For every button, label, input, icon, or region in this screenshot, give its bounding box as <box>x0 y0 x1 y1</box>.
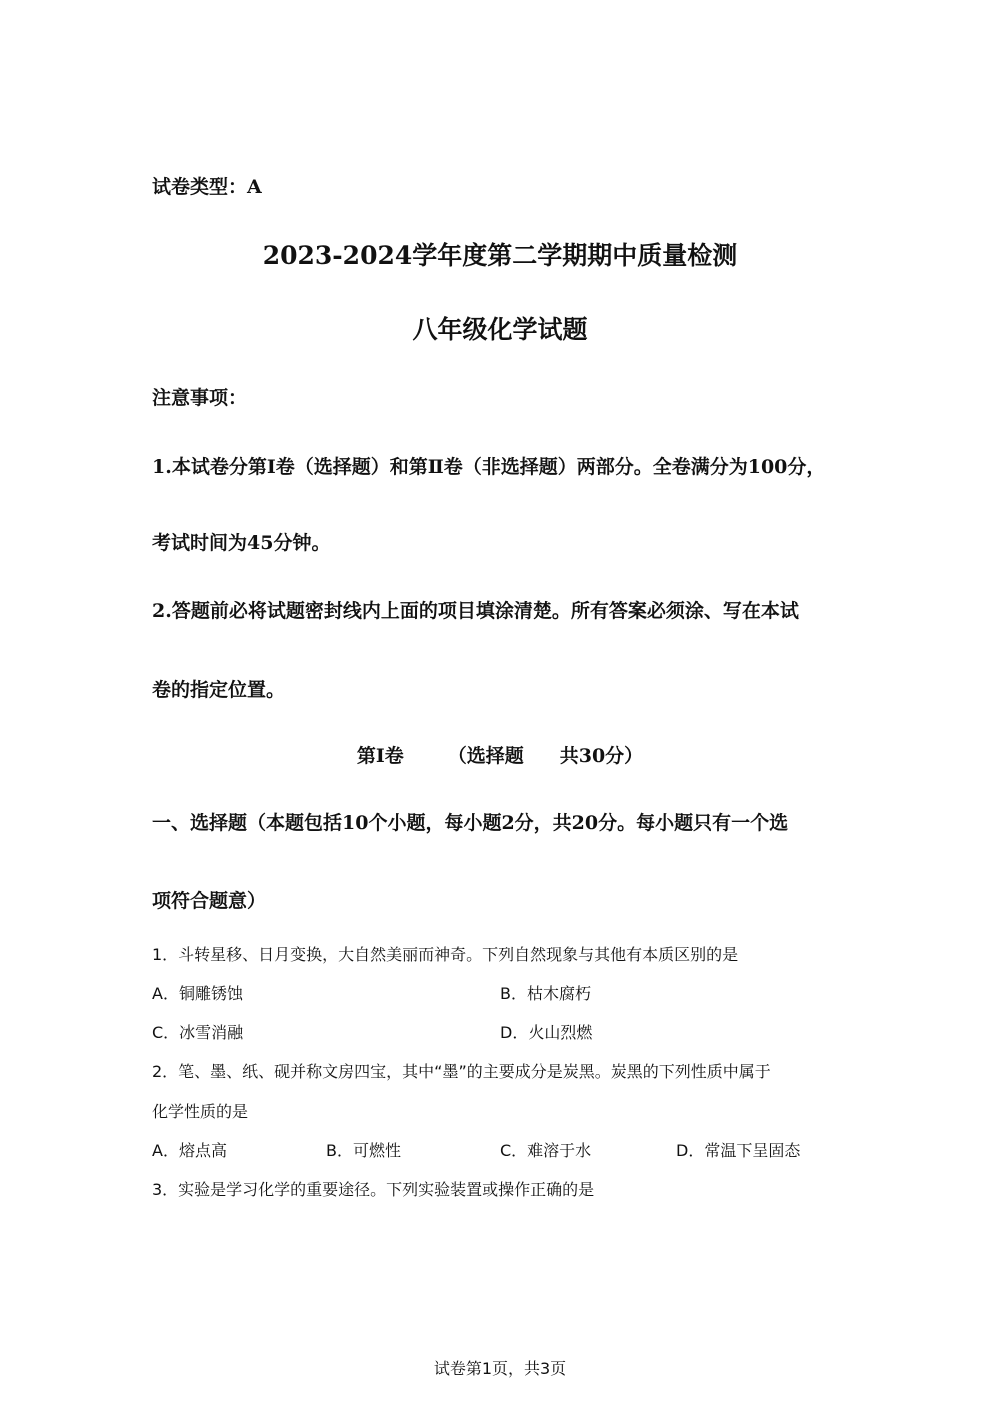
exam-subtitle: 八年级化学试题 <box>412 315 588 344</box>
question-1-option-b: B．枯木腐朽 <box>500 984 591 1003</box>
question-2-stem-line-2: 化学性质的是 <box>152 1102 249 1121</box>
question-2-option-d: D．常温下呈固态 <box>676 1141 801 1160</box>
notice-heading: 注意事项： <box>152 387 248 409</box>
question-group-heading-line-2: 项符合题意） <box>152 890 267 912</box>
question-group-heading-line-1: 一、选择题（本题包括10个小题，每小题2分，共20分。每小题只有一个选 <box>152 812 789 834</box>
page-footer: 试卷第1页，共3页 <box>433 1359 567 1378</box>
section-points: 共30分） <box>559 745 644 767</box>
question-1-option-d: D．火山烈燃 <box>500 1023 593 1042</box>
section-kind: （选择题 <box>447 745 524 767</box>
notice-item-1-line-1: 1.本试卷分第Ⅰ卷（选择题）和第Ⅱ卷（非选择题）两部分。全卷满分为100分， <box>152 456 826 478</box>
exam-title: 2023-2024学年度第二学期期中质量检测 <box>262 241 738 270</box>
notice-item-2-line-1: 2.答题前必将试题密封线内上面的项目填涂清楚。所有答案必须涂、写在本试 <box>152 600 799 622</box>
notice-item-2-line-2: 卷的指定位置。 <box>152 679 286 701</box>
question-1-option-a: A．铜雕锈蚀 <box>152 984 243 1003</box>
question-1-stem: 1．斗转星移、日月变换，大自然美丽而神奇。下列自然现象与其他有本质区别的是 <box>152 945 739 964</box>
paper-type-label: 试卷类型：A <box>152 176 262 198</box>
question-3-stem: 3．实验是学习化学的重要途径。下列实验装置或操作正确的是 <box>152 1180 595 1199</box>
notice-item-1-line-2: 考试时间为45分钟。 <box>152 532 331 554</box>
question-2-stem-line-1: 2．笔、墨、纸、砚并称文房四宝，其中“墨”的主要成分是炭黑。炭黑的下列性质中属于 <box>152 1062 771 1081</box>
section-part: 第Ⅰ卷 <box>356 745 404 767</box>
question-1-option-c: C．冰雪消融 <box>152 1023 244 1042</box>
question-2-option-a: A．熔点高 <box>152 1141 227 1160</box>
question-2-option-c: C．难溶于水 <box>500 1141 592 1160</box>
question-2-option-b: B．可燃性 <box>326 1141 401 1160</box>
section-heading <box>0 741 1000 768</box>
